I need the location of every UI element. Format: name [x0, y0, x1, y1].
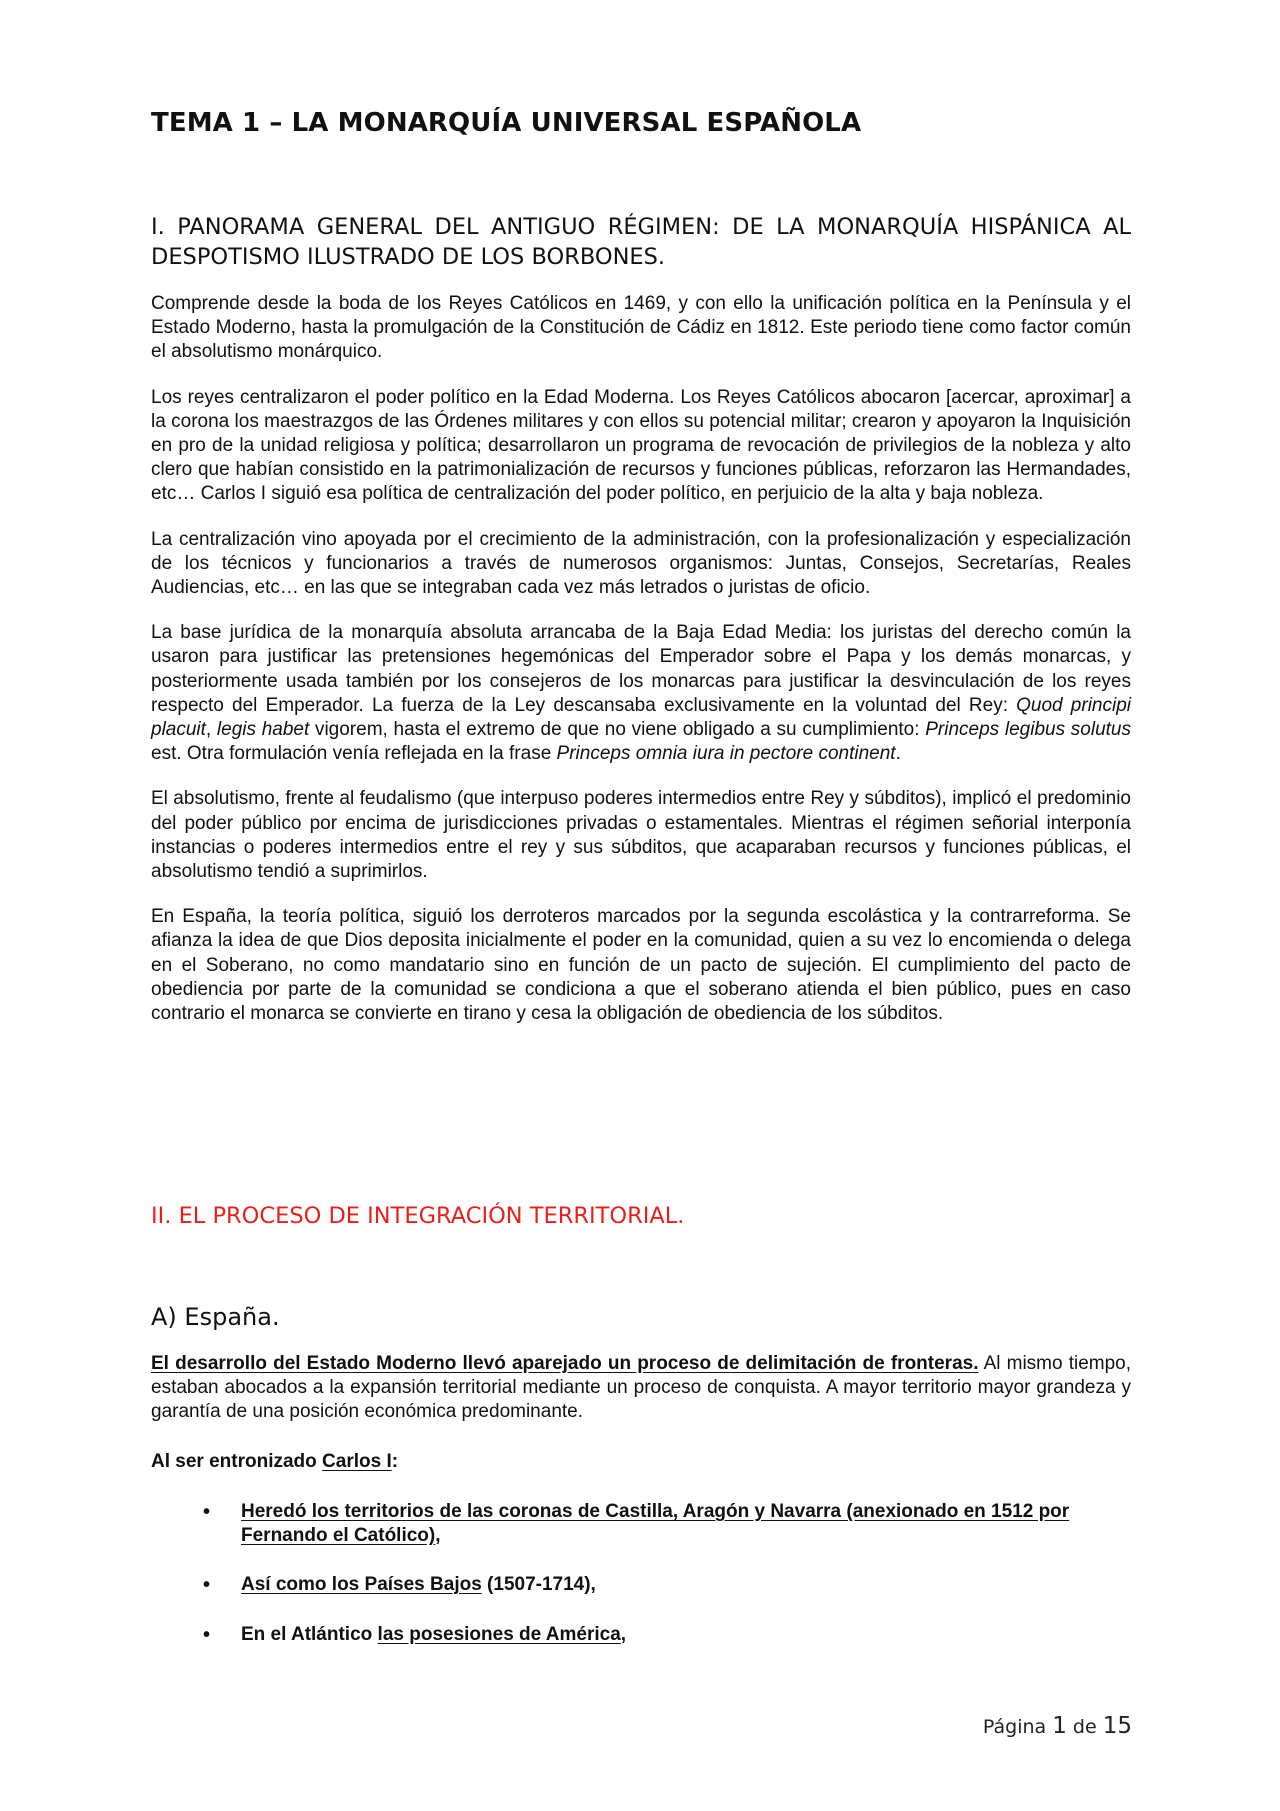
paragraph: Comprende desde la boda de los Reyes Católicos en 1469, y con ello la unificación política en la Península y el Estado Moderno, hasta la promulgación de la Constitución de Cádiz en 1812. Este periodo tiene como factor común el absolutismo monárquico. — [151, 293, 1131, 363]
bullet-icon: • — [203, 1623, 211, 1646]
list-item: • Así como los Países Bajos (1507-1714), — [203, 1574, 596, 1597]
paragraph: La centralización vino apoyada por el crecimiento de la administración, con la profesionalización y especialización de los técnicos y funcionarios a través de numerosos organismos: Juntas, Consejos, Secretarías, Reales Audiencias, etc… en las que se integraban cada vez más letrados o juristas de oficio. — [151, 528, 1131, 599]
section-1-body — [151, 292, 1131, 1047]
territory-list — [151, 1500, 1131, 1672]
page-label: Página — [982, 1716, 1047, 1738]
list-item: • En el Atlántico las posesiones de América, — [203, 1623, 627, 1646]
intro-line: Al ser entronizado Carlos I: — [151, 1451, 399, 1472]
bullet-icon: • — [203, 1501, 211, 1523]
page-of: de — [1072, 1716, 1097, 1738]
page-total: 15 — [1102, 1713, 1132, 1739]
document-title: TEMA 1 – LA MONARQUÍA UNIVERSAL ESPAÑOLA — [151, 108, 862, 138]
paragraph: Los reyes centralizaron el poder político en la Edad Moderna. Los Reyes Católicos abocaron [acercar, aproximar] a la corona los maestrazgos de las Órdenes militares y con ellos su potencial militar; crearon y apoyaron la Inquisición en pro de la unidad religiosa y política; desarrollaron un programa de revocación de privilegios de la nobleza y alto clero que habían consistido en la patrimonialización de recursos y funciones públicas, reforzaron las Hermandades, etc… Carlos I siguió esa política de centralización del poder político, en perjuicio de la alta y baja nobleza. — [151, 386, 1131, 505]
bullet-icon: • — [203, 1574, 211, 1597]
section-2-heading: II. EL PROCESO DE INTEGRACIÓN TERRITORIAL. — [151, 1203, 685, 1229]
lead-bold-text: El desarrollo del Estado Moderno llevó aparejado un proceso de delimitación de fronteras. — [151, 1353, 979, 1374]
lead-text: Al mismo tiempo, estaban abocados a la expansión territorial mediante un proceso de conquista. A mayor territorio mayor grandeza y garantía de una posición económica predominante. — [151, 1353, 1132, 1423]
list-item: • Heredó los territorios de las coronas de Castilla, Aragón y Navarra (anexionado en 1512 por Fernando el Católico), — [203, 1501, 1070, 1547]
page-number: 1 — [1052, 1713, 1067, 1739]
lead-paragraph — [151, 1352, 1131, 1425]
paragraph: En España, la teoría política, siguió los derroteros marcados por la segunda escolástica y la contrarreforma. Se afianza la idea de que Dios deposita inicialmente el poder en la comunidad, quien a su vez lo encomienda o delega en el Soberano, no como mandatario sino en función de un pacto de sujeción. El cumplimiento del pacto de obediencia por parte de la comunidad se condiciona a que el soberano atienda el bien público, pues en caso contrario el monarca se convierte en tirano y cesa la obligación de obediencia de los súbditos. — [151, 906, 1131, 1025]
subsection-heading: A) España. — [151, 1303, 280, 1331]
paragraph: El absolutismo, frente al feudalismo (que interpuso poderes intermedios entre Rey y súbditos), implicó el predominio del poder público por encima de jurisdicciones privadas o estamentales. Mientras el régimen señorial interponía instancias o poderes intermedios entre el rey y sus súbditos, que acaparaban recursos y funciones públicas, el absolutismo tendió a suprimirlos. — [151, 788, 1131, 883]
paragraph-latin: La base jurídica de la monarquía absoluta arrancaba de la Baja Edad Media: los juristas del derecho común la usaron para justificar las pretensiones hegemónicas del Emperador sobre el Papa y los demás monarcas, y posteriormente usada también por los consejeros de los monarcas para justificar la desvinculación de los reyes respecto del Emperador. La fuerza de la Ley descansaba exclusivamente en la voluntad del Rey: Quod principi placuit, legis habet vigorem, hasta el extremo de que no viene obligado a su cumplimiento: Princeps legibus solutus est. Otra formulación venía reflejada en la frase Princeps omnia iura in pectore continent. — [151, 622, 1131, 765]
section-1-heading: I. PANORAMA GENERAL DEL ANTIGUO RÉGIMEN: DE LA MONARQUÍA HISPÁNICA AL DESPOTISMO ILUSTRADO DE LOS BORBONES. — [151, 214, 1131, 270]
page-footer — [976, 1713, 1132, 1739]
